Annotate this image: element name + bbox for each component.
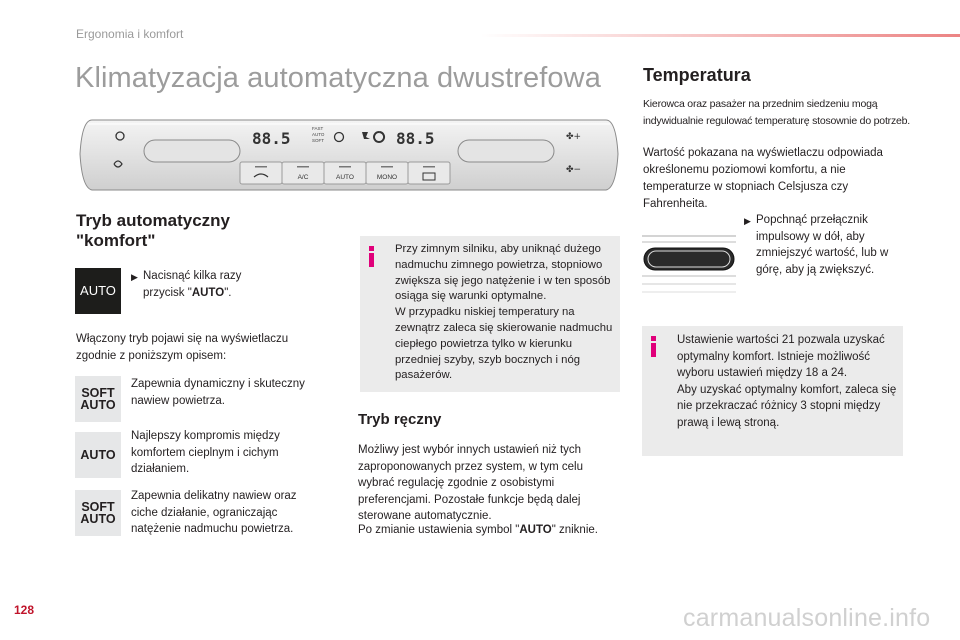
mode-description-2: Najlepszy kompromis między komfortem cieplnym i cichym działaniem. — [131, 430, 280, 475]
temperature-body: Wartość pokazana na wyświetlaczu odpowiada określonemu poziomowi komfortu, a nie temperaturze w stopniach Celsjusza czy Fahrenheita. — [643, 147, 883, 210]
mode-badge-soft-auto-1: SOFT AUTO — [75, 376, 121, 422]
temperature-info-box — [642, 326, 903, 456]
auto-heading: Tryb automatyczny "komfort" — [76, 211, 230, 250]
mode-description-3: Zapewnia delikatny nawiew oraz ciche działanie, ograniczając natężenie nadmuchu powietrza. — [131, 490, 297, 535]
header-rule — [480, 34, 960, 37]
info-icon — [368, 246, 374, 267]
cold-engine-info-text: Przy zimnym silniku, aby uniknąć dużego nadmuchu zimnego powietrza, stopniowo zwiększa się jego natężenie i w ten sposób osiąga się warunki optymalne. W przypadku niskiej temperatury na zewnątrz zaleca się skierowanie nadmuchu ciepłego powietrza tylko w kierunku przedniej szyby, szyb bocznych i nóg pasażerów. — [395, 243, 613, 382]
page-number: 128 — [14, 603, 35, 617]
auto-badge: AUTO — [75, 268, 121, 314]
ac-button-label: A/C — [297, 174, 309, 181]
climate-panel-illustration — [74, 110, 624, 198]
temperature-lead: Kierowca oraz pasażer na przednim siedzeniu mogą indywidualnie regulować temperaturę stosownie do potrzeb. — [643, 98, 911, 127]
mode-description-1: Zapewnia dynamiczny i skuteczny nawiew powietrza. — [131, 378, 305, 407]
info-icon — [650, 336, 656, 357]
manual-text: Możliwy jest wybór innych ustawień niż tych zaproponowanych przez system, w tym celu wybrać regulację zgodnie z osobistymi preferencjami. Pozostałe funkcje będą dalej sterowane automatycznie. — [358, 444, 583, 522]
section-label: Ergonomia i komfort — [76, 27, 184, 41]
fan-minus-icon: ✤− — [566, 165, 582, 175]
temperature-heading: Temperatura — [643, 65, 751, 85]
temperature-info-text: Ustawienie wartości 21 pozwala uzyskać optymalny komfort. Istnieje możliwość wyboru ustawień między 18 a 24. Aby uzyskać optymalny komfort, zaleca się nie przekraczać różnicy 3 stopni między prawą i lewą stroną. — [677, 334, 897, 429]
label-fast: FAST — [312, 126, 324, 131]
manual-heading: Tryb ręczny — [358, 411, 442, 428]
page-title: Klimatyzacja automatyczna dwustrefowa — [75, 62, 601, 94]
mono-button-label: MONO — [376, 174, 398, 181]
auto-button-label: AUTO — [336, 174, 354, 181]
auto-step: ▶ Nacisnąć kilka razy przycisk "AUTO". — [131, 270, 242, 299]
mode-badge-soft-auto-2: SOFT AUTO — [75, 490, 121, 536]
display-right: 88.5 — [396, 129, 435, 148]
manual-note: Po zmianie ustawienia symbol "AUTO" zniknie. — [358, 524, 598, 536]
temperature-switch-illustration — [642, 220, 736, 296]
mode-badge-auto: AUTO — [75, 432, 121, 478]
label-auto: AUTO — [312, 132, 325, 137]
arrow-bullet-icon: ▶ — [744, 217, 751, 227]
auto-intro: Włączony tryb pojawi się na wyświetlaczu zgodnie z poniższym opisem: — [76, 333, 289, 362]
arrow-bullet-icon: ▶ — [131, 273, 138, 283]
cold-engine-info-box — [360, 236, 620, 392]
temperature-step: ▶ Popchnąć przełącznik impulsowy w dół, aby zmniejszyć wartość, lub w górę, aby ją zwiększyć. — [744, 214, 889, 276]
watermark: carmanualsonline.info — [683, 604, 931, 632]
label-soft: SOFT — [312, 138, 324, 143]
fan-plus-icon: ✤+ — [566, 132, 582, 142]
display-left: 88.5 — [252, 129, 291, 148]
